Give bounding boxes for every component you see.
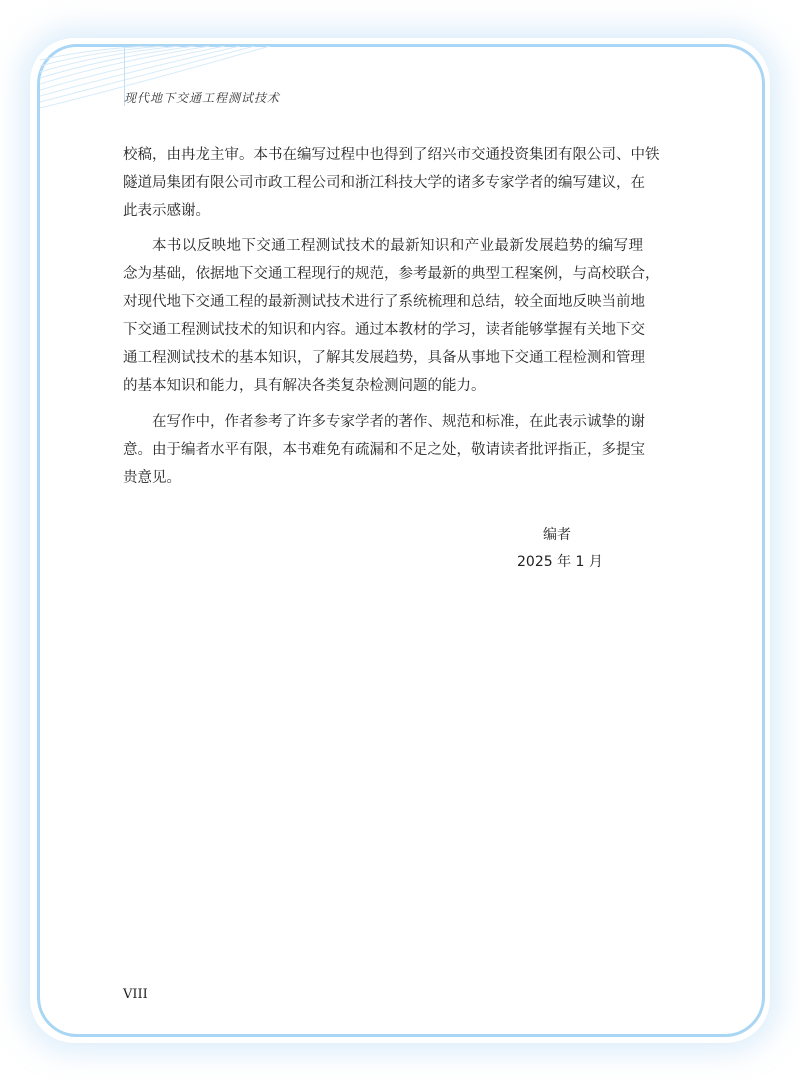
paragraph-3 (123, 408, 643, 492)
text-line: 下交通工程测试技术的知识和内容。通过本教材的学习，读者能够掌握有关地下交 (123, 322, 645, 338)
running-title: 现代地下交通工程测试技术 (124, 91, 281, 105)
text-line: 通工程测试技术的基本知识，了解其发展趋势，具备从事地下交通工程检测和管理 (123, 350, 645, 366)
text-line: 本书以反映地下交通工程测试技术的最新知识和产业最新发展趋势的编写理 (152, 238, 643, 254)
text-line: 意。由于编者水平有限，本书难免有疏漏和不足之处，敬请读者批评指正，多提宝 (123, 442, 645, 458)
text-line: 对现代地下交通工程的最新测试技术进行了系统梳理和总结，较全面地反映当前地 (123, 294, 645, 310)
signature-date: 2025 年 1 月 (517, 554, 603, 570)
text-line: 校稿，由冉龙主审。本书在编写过程中也得到了绍兴市交通投资集团有限公司、中铁 (123, 147, 660, 163)
text-line: 此表示感谢。 (123, 203, 210, 219)
text-line: 念为基础，依据地下交通工程现行的规范，参考最新的典型工程案例，与高校联合， (123, 266, 660, 282)
text-line: 贵意见。 (123, 470, 181, 486)
text-line: 在写作中，作者参考了许多专家学者的著作、规范和标准，在此表示诚挚的谢 (152, 414, 645, 430)
page-number: VIII (123, 987, 148, 1002)
paragraph-2 (123, 232, 660, 400)
text-line: 的基本知识和能力，具有解决各类复杂检测问题的能力。 (123, 378, 486, 394)
signature-author: 编者 (543, 527, 571, 543)
paragraph-1 (123, 141, 660, 225)
text-line: 隧道局集团有限公司市政工程公司和浙江科技大学的诸多专家学者的编写建议，在 (123, 175, 645, 191)
